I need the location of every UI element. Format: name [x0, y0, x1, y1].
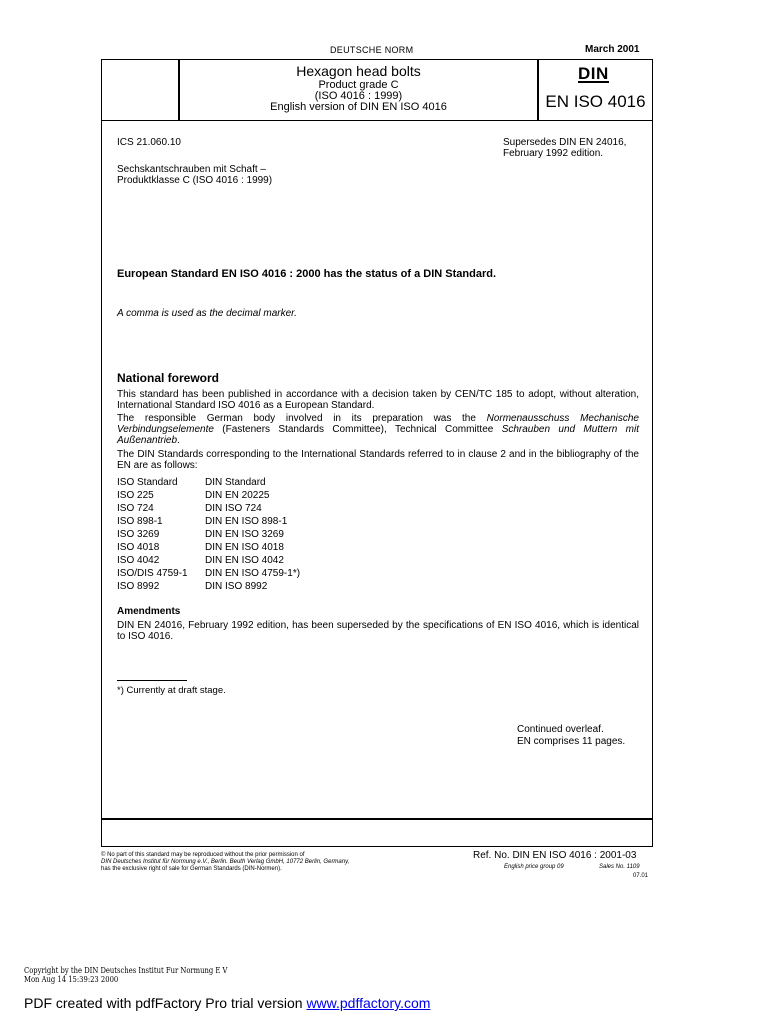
document-title: Hexagon head bolts — [296, 63, 421, 79]
foreword-paragraph-1: This standard has been published in accordance with a decision taken by CEN/TC 185 to adopt, without alteration, International Standard ISO 4016 as a European Standard. — [117, 389, 639, 411]
amendments-text: DIN EN 24016, February 1992 edition, has been superseded by the specifications of EN ISO 4016, which is identical to ISO 4016. — [117, 620, 639, 642]
table-row — [117, 554, 300, 567]
iso-cell: ISO 4042 — [117, 555, 160, 566]
decimal-marker-note: A comma is used as the decimal marker. — [117, 308, 297, 319]
din-cell: DIN EN ISO 4018 — [205, 542, 284, 553]
din-logo: DIN — [578, 64, 609, 83]
publication-date: March 2001 — [585, 44, 640, 55]
foreword-paragraph-2 — [117, 413, 639, 446]
copyright-stamp-line-2: Mon Aug 14 15:39:23 2000 — [24, 975, 119, 984]
copyright-line-1: © No part of this standard may be reproduced without the prior permission of — [101, 852, 305, 858]
din-cell: DIN EN ISO 3269 — [205, 529, 284, 540]
standard-code: EN ISO 4016 — [545, 92, 646, 111]
copyright-line-3: has the exclusive right of sale for German Standards (DIN-Normen). — [101, 866, 282, 872]
title-iso-ref: (ISO 4016 : 1999) — [314, 90, 403, 102]
din-cell: DIN EN ISO 4759-1*) — [205, 568, 301, 579]
pdffactory-link[interactable]: www.pdffactory.com — [306, 995, 431, 1011]
foreword-p2-text-c: (Fasteners Standards Committee), Technical Committee — [213, 424, 502, 435]
iso-cell: ISO 8992 — [117, 581, 160, 592]
edition-code: 07.01 — [633, 873, 649, 879]
technical-committee-name: Schrauben und Muttern mit Außenantrieb — [117, 424, 640, 446]
table-row — [117, 515, 300, 528]
pdffactory-banner — [24, 995, 430, 1011]
din-cell: DIN EN ISO 898-1 — [205, 516, 288, 527]
table-header-row — [117, 476, 300, 489]
table-row — [117, 567, 300, 580]
standard-series: DEUTSCHE NORM — [330, 45, 414, 55]
foreword-p2-text-a: The responsible German body involved in its preparation was the — [117, 413, 487, 424]
copyright-line-2: DIN Deutsches Institut für Normung e.V., Berlin. Beuth Verlag GmbH, 10772 Berlin, Germany, — [101, 859, 350, 865]
german-title-line-1: Sechskantschrauben mit Schaft – — [117, 164, 266, 175]
amendments-heading: Amendments — [117, 606, 181, 617]
iso-cell: ISO 225 — [117, 490, 154, 501]
reference-number: Ref. No. DIN EN ISO 4016 : 2001-03 — [473, 850, 637, 861]
din-cell: DIN ISO 724 — [205, 503, 262, 514]
supersedes-line-2: February 1992 edition. — [503, 148, 604, 159]
table-header-din: DIN Standard — [205, 477, 266, 488]
iso-cell: ISO 4018 — [117, 542, 160, 553]
frame-bottom-divider — [101, 818, 653, 820]
table-row — [117, 541, 300, 554]
title-product-grade: Product grade C — [318, 79, 399, 91]
din-cell: DIN ISO 8992 — [205, 581, 268, 592]
committee-name-german: Normenausschuss Mechanische Verbindungselemente — [117, 413, 639, 435]
iso-cell: ISO 898-1 — [117, 516, 163, 527]
din-cell: DIN EN ISO 4042 — [205, 555, 284, 566]
german-title-line-2: Produktklasse C (ISO 4016 : 1999) — [117, 175, 273, 186]
din-status-statement: European Standard EN ISO 4016 : 2000 has the status of a DIN Standard. — [117, 268, 496, 280]
table-row — [117, 502, 300, 515]
standards-correspondence-table — [117, 476, 300, 593]
table-row — [117, 489, 300, 502]
iso-cell: ISO 724 — [117, 503, 154, 514]
ics-code: ICS 21.060.10 — [117, 137, 181, 148]
din-cell: DIN EN 20225 — [205, 490, 270, 501]
pdffactory-text: PDF created with pdfFactory Pro trial version — [24, 995, 307, 1011]
price-group: English price group 09 — [504, 864, 564, 870]
foreword-p2-text-e: . — [177, 435, 180, 446]
iso-cell: ISO 3269 — [117, 529, 160, 540]
copyright-stamp-line-1: Copyright by the DIN Deutsches Institut Fur Normung E V — [24, 966, 228, 975]
iso-cell: ISO/DIS 4759-1 — [117, 568, 188, 579]
supersedes-line-1: Supersedes DIN EN 24016, — [503, 137, 627, 148]
title-english-version: English version of DIN EN ISO 4016 — [270, 101, 447, 113]
foreword-paragraph-3: The DIN Standards corresponding to the International Standards referred to in clause 2 and in the bibliography of the EN are as follows: — [117, 449, 639, 471]
sales-number: Sales No. 1109 — [599, 864, 640, 870]
continued-overleaf: Continued overleaf. — [517, 724, 604, 735]
national-foreword-heading: National foreword — [117, 371, 220, 385]
table-row — [117, 580, 300, 593]
table-row — [117, 528, 300, 541]
table-header-iso: ISO Standard — [117, 477, 178, 488]
footnote-text: *) Currently at draft stage. — [117, 685, 226, 696]
page-count: EN comprises 11 pages. — [517, 736, 626, 747]
copyright-stamp — [24, 966, 227, 984]
footnote-rule — [117, 680, 187, 681]
